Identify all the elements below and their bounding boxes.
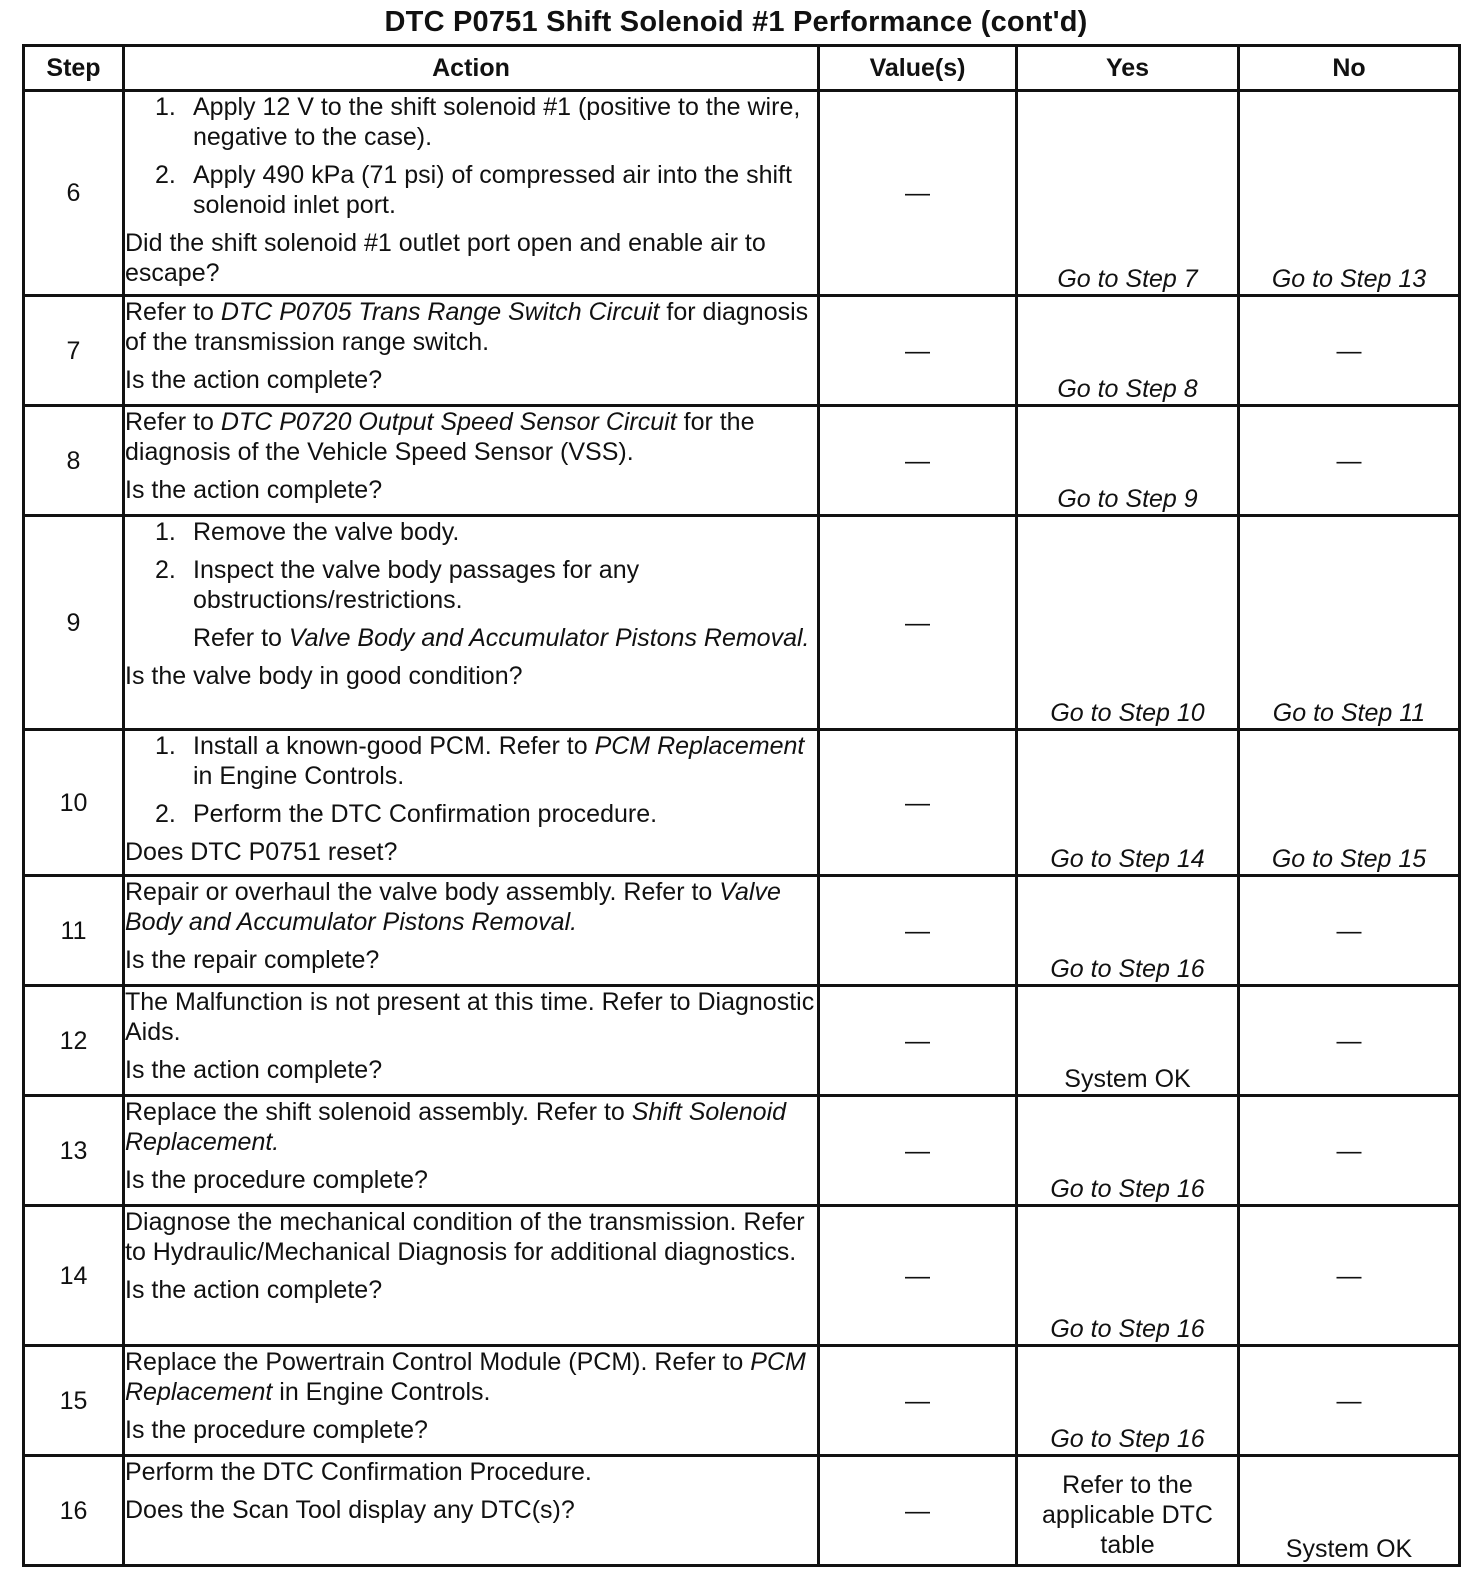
instruction: Perform the DTC Confirmation Procedure. <box>125 1458 592 1486</box>
instruction: Replace the Powertrain Control Module (PCM). Refer to PCM Replacement in Engine Controls. <box>125 1348 806 1406</box>
table-row <box>24 516 1460 730</box>
yes-cell: Go to Step 16 <box>1017 1346 1239 1456</box>
table-row <box>24 1206 1460 1346</box>
action-cell <box>124 730 819 876</box>
table-row <box>24 876 1460 986</box>
table-row <box>24 296 1460 406</box>
value-cell: — <box>819 406 1017 516</box>
action-cell <box>124 1346 819 1456</box>
action-cell <box>124 91 819 296</box>
instruction: Replace the shift solenoid assembly. Refer to Shift Solenoid Replacement. <box>125 1098 787 1156</box>
no-cell: — <box>1239 1206 1460 1346</box>
question: Is the action complete? <box>125 1276 383 1304</box>
list-item: 1. Remove the valve body. <box>155 518 460 546</box>
no-cell: — <box>1239 1096 1460 1206</box>
yes-cell: Go to Step 16 <box>1017 876 1239 986</box>
value-cell: — <box>819 91 1017 296</box>
list-item: 1. Apply 12 V to the shift solenoid #1 (positive to the wire, negative to the case). <box>155 93 801 151</box>
no-cell: Go to Step 15 <box>1239 730 1460 876</box>
value-cell: — <box>819 516 1017 730</box>
action-cell <box>124 1456 819 1566</box>
table-row <box>24 1096 1460 1206</box>
step-number: 13 <box>24 1096 124 1206</box>
question: Is the action complete? <box>125 476 383 504</box>
step-number: 15 <box>24 1346 124 1456</box>
list-item: 2. Perform the DTC Confirmation procedure. <box>155 800 658 828</box>
step-number: 9 <box>24 516 124 730</box>
question: Is the action complete? <box>125 1056 383 1084</box>
table-row <box>24 986 1460 1096</box>
table-row <box>24 1456 1460 1566</box>
table-row <box>24 91 1460 296</box>
list-item: 2. Inspect the valve body passages for any obstructions/restrictions. <box>155 556 640 614</box>
no-cell: Go to Step 11 <box>1239 516 1460 730</box>
list-item: 2. Apply 490 kPa (71 psi) of compressed air into the shift solenoid inlet port. <box>155 161 792 219</box>
instruction: Diagnose the mechanical condition of the transmission. Refer to Hydraulic/Mechanical Diagnosis for additional diagnostics. <box>125 1208 805 1266</box>
yes-cell: Go to Step 16 <box>1017 1096 1239 1206</box>
step-number: 8 <box>24 406 124 516</box>
question: Is the repair complete? <box>125 946 380 974</box>
question: Is the action complete? <box>125 366 383 394</box>
question: Does DTC P0751 reset? <box>125 838 398 866</box>
yes-cell: Go to Step 7 <box>1017 91 1239 296</box>
value-cell: — <box>819 730 1017 876</box>
sub-instruction: Refer to Valve Body and Accumulator Pistons Removal. <box>193 624 810 652</box>
instruction: The Malfunction is not present at this time. Refer to Diagnostic Aids. <box>125 988 815 1046</box>
table-row <box>24 406 1460 516</box>
value-cell: — <box>819 1206 1017 1346</box>
table-row <box>24 730 1460 876</box>
header-row <box>24 46 1460 91</box>
step-number: 7 <box>24 296 124 406</box>
yes-cell: Go to Step 14 <box>1017 730 1239 876</box>
action-cell <box>124 516 819 730</box>
action-cell <box>124 986 819 1096</box>
step-number: 14 <box>24 1206 124 1346</box>
value-cell: — <box>819 876 1017 986</box>
no-cell: — <box>1239 296 1460 406</box>
table-row <box>24 1346 1460 1456</box>
no-cell: — <box>1239 1346 1460 1456</box>
instruction: Repair or overhaul the valve body assembly. Refer to Valve Body and Accumulator Pistons Removal. <box>125 878 781 936</box>
action-cell <box>124 296 819 406</box>
header-action: Action <box>124 46 819 91</box>
step-number: 10 <box>24 730 124 876</box>
action-cell <box>124 1096 819 1206</box>
header-no: No <box>1239 46 1460 91</box>
action-cell <box>124 1206 819 1346</box>
instruction: Refer to DTC P0705 Trans Range Switch Circuit for diagnosis of the transmission range switch. <box>125 298 809 356</box>
yes-cell: System OK <box>1017 986 1239 1096</box>
question: Is the procedure complete? <box>125 1166 428 1194</box>
value-cell: — <box>819 1096 1017 1206</box>
no-cell: — <box>1239 986 1460 1096</box>
step-number: 12 <box>24 986 124 1096</box>
header-step: Step <box>24 46 124 91</box>
action-cell <box>124 406 819 516</box>
value-cell: — <box>819 1346 1017 1456</box>
value-cell: — <box>819 1456 1017 1566</box>
yes-cell: Go to Step 10 <box>1017 516 1239 730</box>
no-cell: System OK <box>1239 1456 1460 1566</box>
question: Does the Scan Tool display any DTC(s)? <box>125 1496 575 1524</box>
value-cell: — <box>819 296 1017 406</box>
header-values: Value(s) <box>819 46 1017 91</box>
yes-cell: Refer to the applicable DTC table <box>1017 1456 1239 1566</box>
question: Did the shift solenoid #1 outlet port open and enable air to escape? <box>125 229 766 287</box>
step-number: 6 <box>24 91 124 296</box>
value-cell: — <box>819 986 1017 1096</box>
step-number: 11 <box>24 876 124 986</box>
question: Is the procedure complete? <box>125 1416 428 1444</box>
question: Is the valve body in good condition? <box>125 662 523 690</box>
action-cell <box>124 876 819 986</box>
no-cell: Go to Step 13 <box>1239 91 1460 296</box>
yes-cell: Go to Step 16 <box>1017 1206 1239 1346</box>
header-yes: Yes <box>1017 46 1239 91</box>
step-number: 16 <box>24 1456 124 1566</box>
no-cell: — <box>1239 876 1460 986</box>
list-item: 1. Install a known-good PCM. Refer to PCM Replacement in Engine Controls. <box>155 732 805 790</box>
yes-cell: Go to Step 8 <box>1017 296 1239 406</box>
page-title: DTC P0751 Shift Solenoid #1 Performance (cont'd) <box>384 6 1088 38</box>
no-cell: — <box>1239 406 1460 516</box>
instruction: Refer to DTC P0720 Output Speed Sensor Circuit for the diagnosis of the Vehicle Speed Sensor (VSS). <box>125 408 755 466</box>
diagnostic-table <box>22 44 1461 1567</box>
yes-cell: Go to Step 9 <box>1017 406 1239 516</box>
